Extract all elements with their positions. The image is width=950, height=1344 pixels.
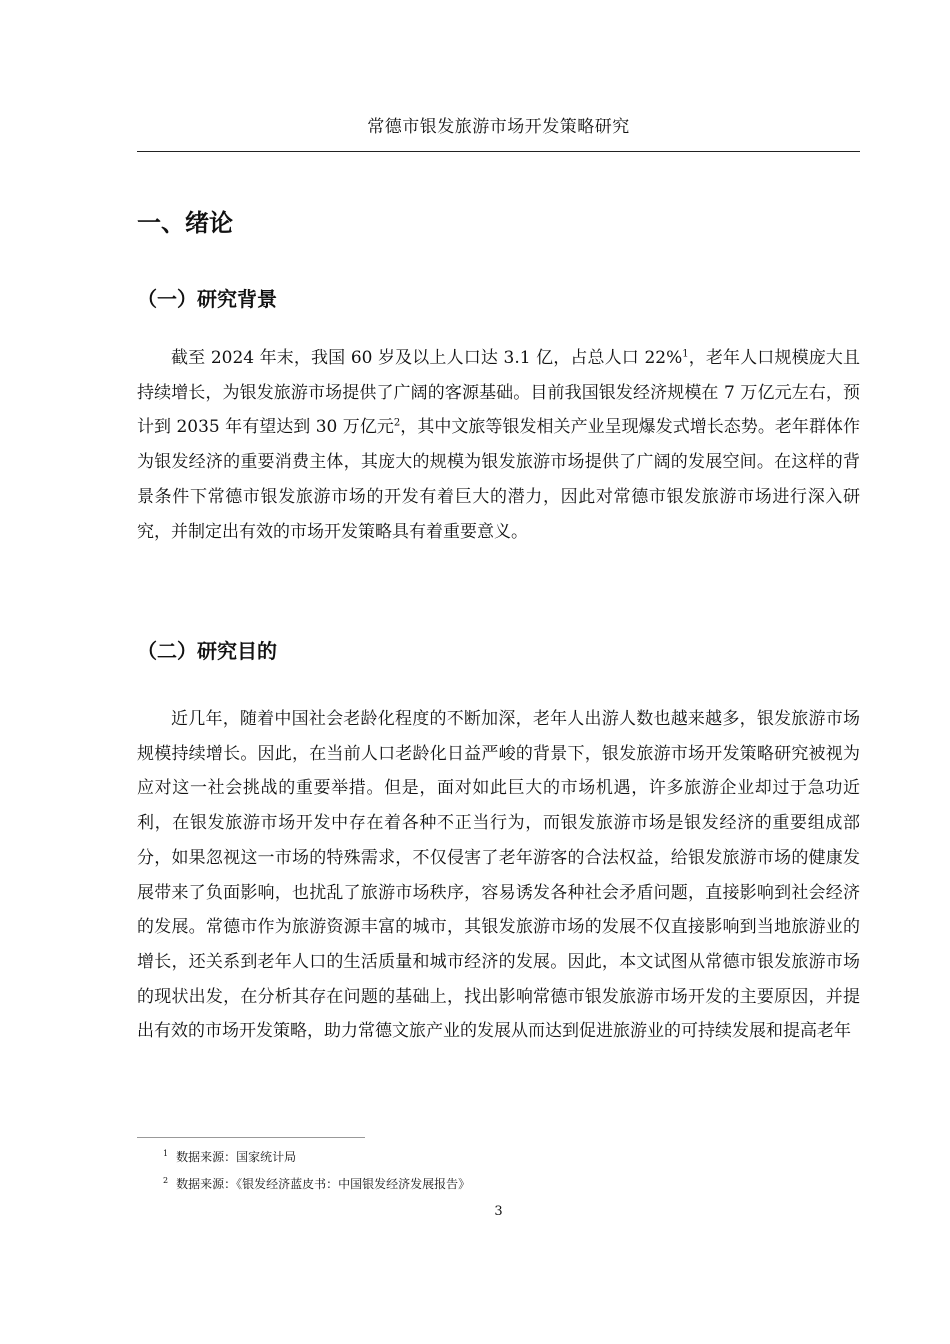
footnote-1 (163, 1148, 296, 1165)
page-number: 3 (494, 1204, 503, 1219)
footnote-1-mark: 1 (163, 1149, 169, 1158)
background-paragraph (137, 341, 860, 549)
chapter-heading: 一、绪论 (137, 209, 233, 237)
purpose-paragraph: 近几年，随着中国社会老龄化程度的不断加深，老年人出游人数也越来越多，银发旅游市场规模持续增长。因此，在当前人口老龄化日益严峻的背景下，银发旅游市场开发策略研究被视为应对这一社会挑战的重要举措。但是，面对如此巨大的市场机遇，许多旅游企业却过于急功近利，在银发旅游市场开发中存在着各种不正当行为，而银发旅游市场是银发经济的重要组成部分，如果忽视这一市场的特殊需求，不仅侵害了老年游客的合法权益，给银发旅游市场的健康发展带来了负面影响，也扰乱了旅游市场秩序，容易诱发各种社会矛盾问题，直接影响到社会经济的发展。常德市作为旅游资源丰富的城市，其银发旅游市场的发展不仅直接影响到当地旅游业的增长，还关系到老年人口的生活质量和城市经济的发展。因此，本文试图从常德市银发旅游市场的现状出发，在分析其存在问题的基础上，找出影响常德市银发旅游市场开发的主要原因，并提出有效的市场开发策略，助力常德文旅产业的发展从而达到促进旅游业的可持续发展和提高老年 (137, 709, 860, 1042)
running-header: 常德市银发旅游市场开发策略研究 (367, 117, 630, 137)
header-rule (137, 151, 860, 152)
background-text-c: ，其中文旅等银发相关产业呈现爆发式增长态势。老年群体作为银发经济的重要消费主体，其庞大的规模为银发旅游市场提供了广阔的发展空间。在这样的背景条件下常德市银发旅游市场的开发有着巨大的潜力，因此对常德市银发旅游市场进行深入研究，并制定出有效的市场开发策略具有着重要意义。 (137, 417, 860, 542)
section-heading-purpose: （二）研究目的 (137, 639, 277, 663)
footnote-1-text: 数据来源：国家统计局 (176, 1150, 297, 1164)
background-text-b: ，老年人口规模庞大且持续增长，为银发旅游市场提供了广阔的客源基础。目前我国银发经济规模在 7 万亿元左右，预计到 2035 年有望达到 30 万亿元 (137, 348, 860, 438)
section-heading-background: （一）研究背景 (137, 287, 277, 311)
footnote-ref-2: 2 (393, 417, 401, 429)
footnote-separator (137, 1137, 365, 1138)
background-text-a: 截至 2024 年末，我国 60 岁及以上人口达 3.1 亿，占总人口 22% (171, 348, 683, 368)
footnote-ref-1: 1 (682, 348, 689, 360)
footnote-2-text: 数据来源：《银发经济蓝皮书：中国银发经济发展报告》 (176, 1177, 471, 1191)
footnote-2 (163, 1175, 470, 1192)
footnote-2-mark: 2 (163, 1176, 169, 1185)
